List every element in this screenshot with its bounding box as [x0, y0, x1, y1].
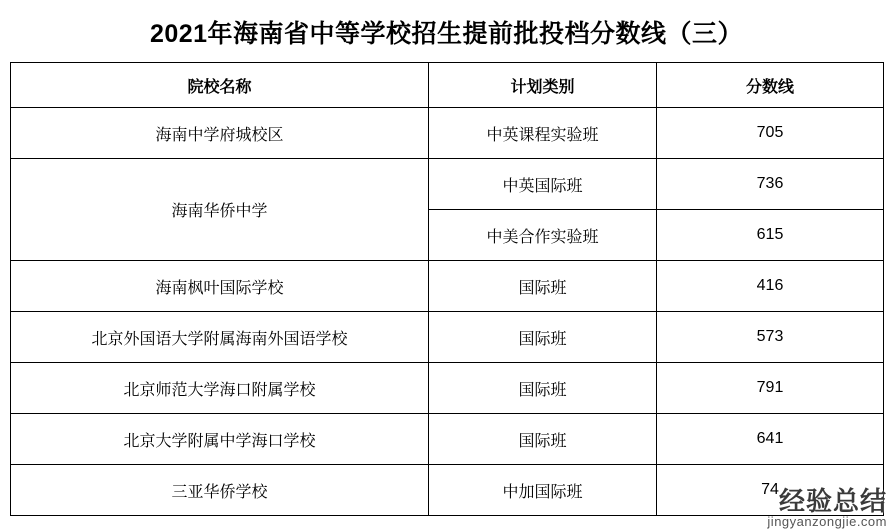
column-header-category: 计划类别	[429, 63, 657, 108]
table-row	[11, 312, 884, 363]
cell-category: 国际班	[429, 261, 657, 312]
cell-score: 416	[657, 261, 884, 312]
cell-category: 国际班	[429, 312, 657, 363]
table-row	[11, 108, 884, 159]
cell-score: 736	[657, 159, 884, 210]
cell-school: 海南枫叶国际学校	[11, 261, 429, 312]
cell-score: 74	[657, 465, 884, 516]
cell-school: 海南中学府城校区	[11, 108, 429, 159]
cell-school: 三亚华侨学校	[11, 465, 429, 516]
cell-category: 中英课程实验班	[429, 108, 657, 159]
admission-score-table	[10, 62, 884, 516]
cell-score: 615	[657, 210, 884, 261]
table-header-row	[11, 63, 884, 108]
column-header-school: 院校名称	[11, 63, 429, 108]
cell-school: 北京大学附属中学海口学校	[11, 414, 429, 465]
table-row	[11, 159, 884, 210]
cell-score: 791	[657, 363, 884, 414]
table-row	[11, 261, 884, 312]
table-row	[11, 414, 884, 465]
cell-category: 中英国际班	[429, 159, 657, 210]
cell-category: 国际班	[429, 414, 657, 465]
table-body	[11, 108, 884, 516]
page-title: 2021年海南省中等学校招生提前批投档分数线（三）	[149, 20, 744, 48]
cell-school: 海南华侨中学	[11, 159, 429, 261]
table-container	[0, 62, 893, 516]
watermark-main-text: 经验总结	[778, 486, 887, 517]
table-header	[11, 63, 884, 108]
column-header-score: 分数线	[657, 63, 884, 108]
cell-score: 573	[657, 312, 884, 363]
cell-category: 国际班	[429, 363, 657, 414]
watermark-sub-text: jingyanzongjie.com	[767, 514, 887, 530]
cell-school: 北京师范大学海口附属学校	[11, 363, 429, 414]
cell-score: 705	[657, 108, 884, 159]
table-row	[11, 363, 884, 414]
table-row	[11, 465, 884, 516]
cell-category: 中美合作实验班	[429, 210, 657, 261]
cell-school: 北京外国语大学附属海南外国语学校	[11, 312, 429, 363]
cell-score: 641	[657, 414, 884, 465]
cell-category: 中加国际班	[429, 465, 657, 516]
